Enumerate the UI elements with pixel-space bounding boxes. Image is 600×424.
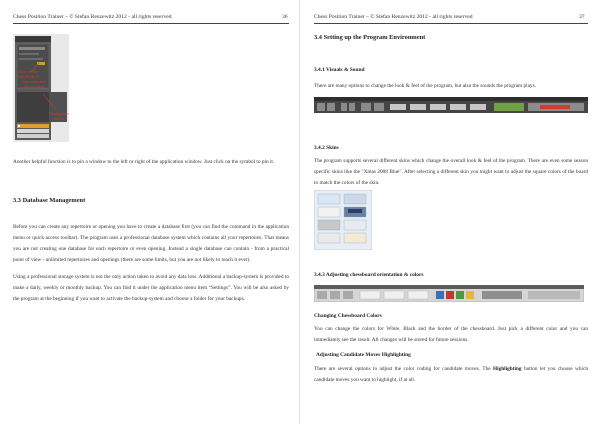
pin-window-screenshot xyxy=(13,34,69,142)
page-header-title: Chess Position Trainer – © Stefan Renzewitz 2012 - all rights reserved xyxy=(314,14,473,20)
header-rule xyxy=(13,23,289,24)
skins-screenshot xyxy=(314,190,372,250)
highlighting-term: Highlighting xyxy=(492,366,522,372)
right-page xyxy=(300,0,600,424)
intro-paragraph: Another helpful function is to pin a window to the left or right of the application window. Just click on the symbol to pin it. xyxy=(13,159,275,165)
skins-paragraph: The program supports several different skins which change the overall look & feel of the program. There are even some season specific skins like the "Xmas 2008 Blue". After selecting a different skin you might want to adjust the square colors of the board to match the colors of the skin. xyxy=(314,158,588,186)
skin-gallery-illustration xyxy=(314,190,372,250)
candidate-moves-paragraph xyxy=(314,364,588,386)
page-header-title: Chess Position Trainer – © Stefan Renzewitz 2012 - all rights reserved xyxy=(13,14,172,20)
page-number: 36 xyxy=(282,14,288,20)
section-heading-environment: 3.4 Setting up the Program Environment xyxy=(314,34,426,41)
candidate-text-part-2: button let you choose which candidate moves you want to highlight, if at all. xyxy=(314,366,588,383)
changing-colors-paragraph: You can change the colors for White, Black and the border of the chessboard. Just pick a different color and you can immediately see the result. All changes will be stored for future sessions. xyxy=(314,326,588,343)
annotation-last-pin: Last selected pin location xyxy=(22,79,46,89)
changing-colors-heading: Changing Chessboard Colors xyxy=(314,313,382,319)
subsection-heading-skins: 3.4.2 Skins xyxy=(314,145,339,151)
ribbon-toolbar-illustration xyxy=(314,97,588,113)
subsection-heading-chessboard: 3.4.3 Adjusting chessboard orientation & colors xyxy=(314,272,424,278)
chessboard-ribbon-illustration xyxy=(314,285,584,302)
annotation-pin-icon: Click on the icon to pin it xyxy=(17,69,39,79)
visuals-toolbar-screenshot xyxy=(314,97,588,113)
annotation-navigation-board: Navigation board xyxy=(49,111,69,121)
database-paragraph-1: Before you can create any repertoire or opening you have to create a database first (you can find the command in the application menu or quick access toolbar). The program uses a professional database system which contains all your repertoires. That means you are not creating one database for each repertoire or even opening. Instead a single database can contain - from a practical point of view - unlimited repertoires and openings (there are some limits, but you are not likely to reach it ever). xyxy=(13,224,289,263)
database-paragraph-2: Using a professional storage system is not the only action taken to avoid any data loss. Additional a backup-system is provided to make a daily, weekly or monthly backup. You can find it under the application menu item “Settings”. You will be also asked by the program at the beginning if you want to activate the backup-system and choose a folder for your backups. xyxy=(13,274,289,302)
candidate-moves-heading: Adjusting Candidate Moves Highlighting xyxy=(316,352,411,358)
page-number: 37 xyxy=(579,14,585,20)
candidate-text-part-1: There are several options to adjust the color coding for candidate moves. The xyxy=(314,366,493,372)
subsection-heading-visuals: 3.4.1 Visuals & Sound xyxy=(314,67,365,73)
visuals-paragraph: There are many options to change the look & feel of the program, but also the sounds the program plays. xyxy=(314,83,536,89)
header-rule xyxy=(314,23,588,24)
chessboard-toolbar-screenshot xyxy=(314,285,584,302)
section-heading-database: 3.3 Database Management xyxy=(13,197,86,204)
